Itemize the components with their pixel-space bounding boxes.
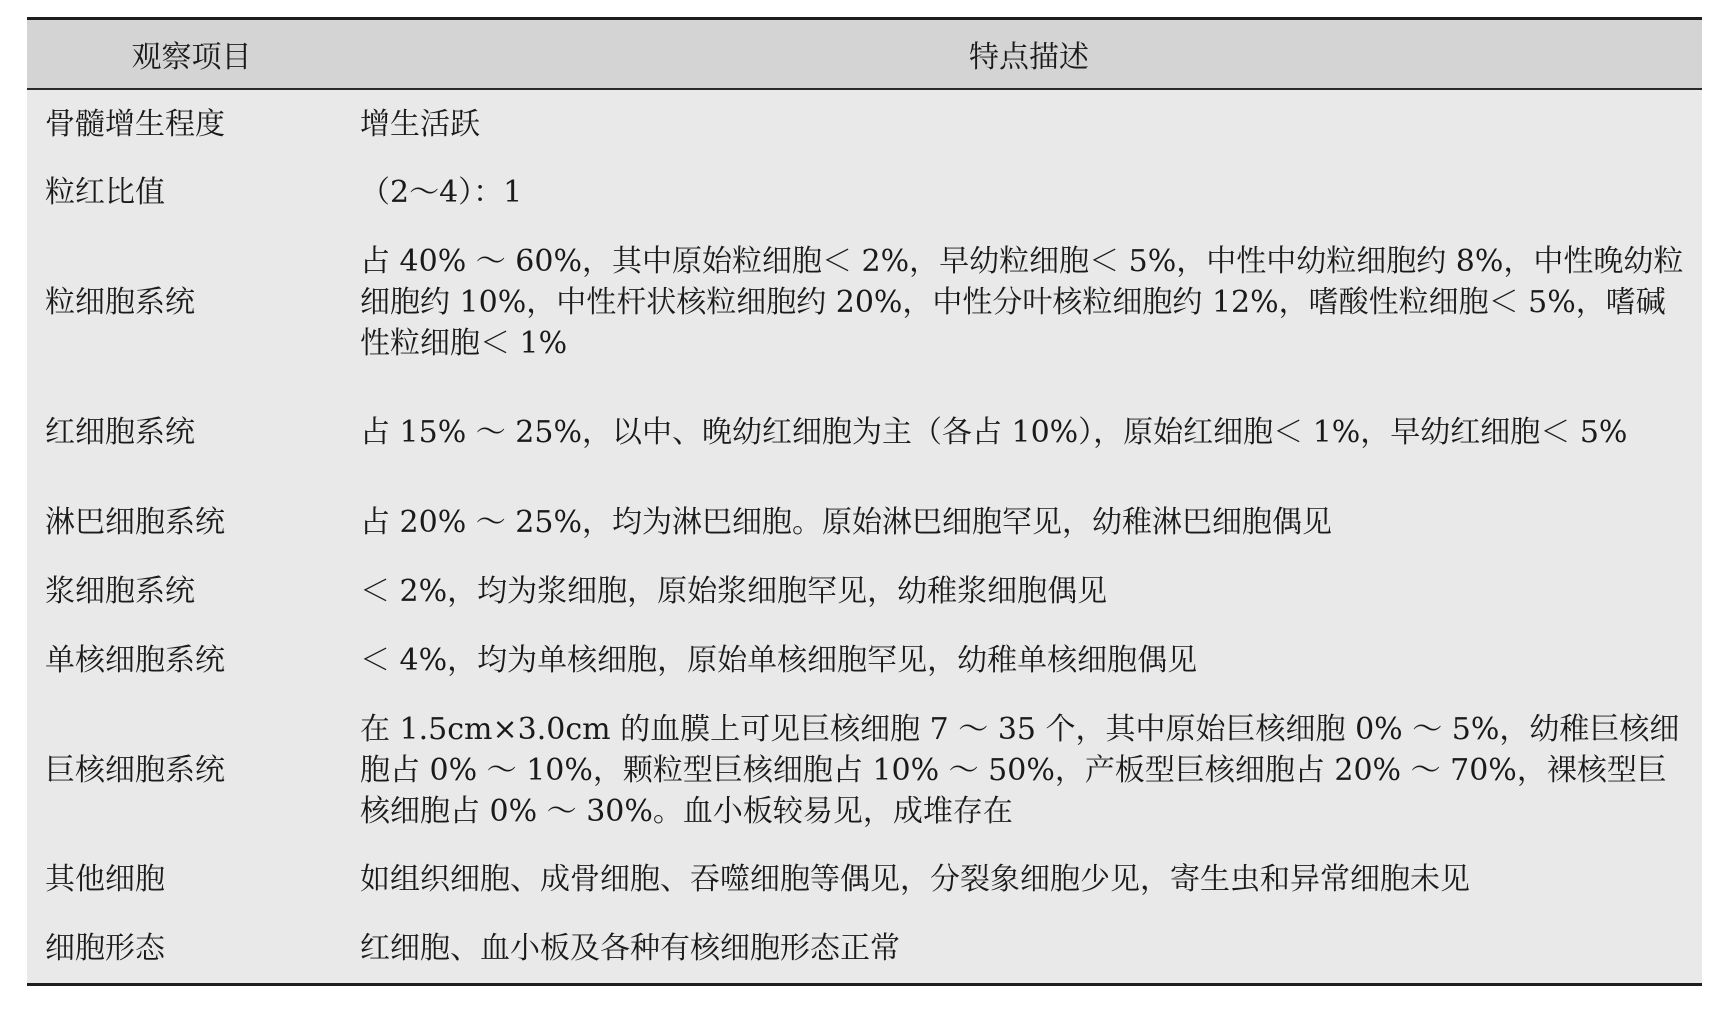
row-description: 红细胞、血小板及各种有核细胞形态正常 — [360, 931, 900, 966]
row-item: 骨髓增生程度 — [45, 106, 225, 142]
row-description: 占 15% ～ 25%，以中、晚幼红细胞为主（各占 10%），原始红细胞＜ 1%，早幼红细胞＜ 5% — [360, 414, 1628, 450]
row-item: 单核细胞系统 — [45, 643, 225, 678]
row-description: 占 40% ～ 60%，其中原始粒细胞＜ 2%，早幼粒细胞＜ 5%，中性中幼粒细胞约 8%，中性晚幼粒细胞约 10%，中性杆状核粒细胞约 20%，中性分叶核粒细胞约 12%，嗜酸性粒细胞＜ 5%，嗜碱性粒细胞＜ 1% — [360, 243, 1684, 361]
header-item: 观察项目 — [27, 20, 356, 89]
row-description: 如组织细胞、成骨细胞、吞噬细胞等偶见，分裂象细胞少见，寄生虫和异常细胞未见 — [360, 862, 1470, 897]
row-description: 增生活跃 — [360, 106, 480, 142]
data-table — [27, 20, 1702, 983]
header-row — [27, 20, 1702, 89]
table-row — [27, 487, 1702, 557]
row-item: 粒红比值 — [45, 175, 165, 210]
table-body — [27, 89, 1702, 983]
row-description: （2～4）：1 — [360, 175, 523, 210]
table-row — [27, 89, 1702, 158]
table-row — [27, 557, 1702, 626]
bone-marrow-table — [27, 17, 1702, 986]
row-description: 占 20% ～ 25%，均为淋巴细胞。原始淋巴细胞罕见，幼稚淋巴细胞偶见 — [360, 504, 1332, 540]
row-description: ＜ 2%，均为浆细胞，原始浆细胞罕见，幼稚浆细胞偶见 — [360, 574, 1108, 609]
row-item: 淋巴细胞系统 — [45, 504, 225, 540]
row-item: 浆细胞系统 — [45, 574, 195, 609]
table-header — [27, 20, 1702, 89]
table-row — [27, 914, 1702, 983]
table-row — [27, 377, 1702, 487]
table-row — [27, 695, 1702, 845]
row-item: 红细胞系统 — [45, 414, 195, 450]
table-row — [27, 845, 1702, 914]
row-item: 巨核细胞系统 — [45, 752, 225, 788]
row-description: ＜ 4%，均为单核细胞，原始单核细胞罕见，幼稚单核细胞偶见 — [360, 643, 1198, 678]
table-row — [27, 158, 1702, 227]
row-item: 细胞形态 — [45, 931, 165, 966]
row-item: 其他细胞 — [45, 862, 165, 897]
row-item: 粒细胞系统 — [45, 284, 195, 320]
table-row — [27, 626, 1702, 695]
table-row — [27, 227, 1702, 377]
header-description: 特点描述 — [356, 20, 1702, 89]
row-description: 在 1.5cm×3.0cm 的血膜上可见巨核细胞 7 ～ 35 个，其中原始巨核细胞 0% ～ 5%，幼稚巨核细胞占 0% ～ 10%，颗粒型巨核细胞占 10% ～ 50%，产板型巨核细胞占 20% ～ 70%，裸核型巨核细胞占 0% ～ 30%。血小板较易见，成堆存在 — [360, 711, 1680, 829]
